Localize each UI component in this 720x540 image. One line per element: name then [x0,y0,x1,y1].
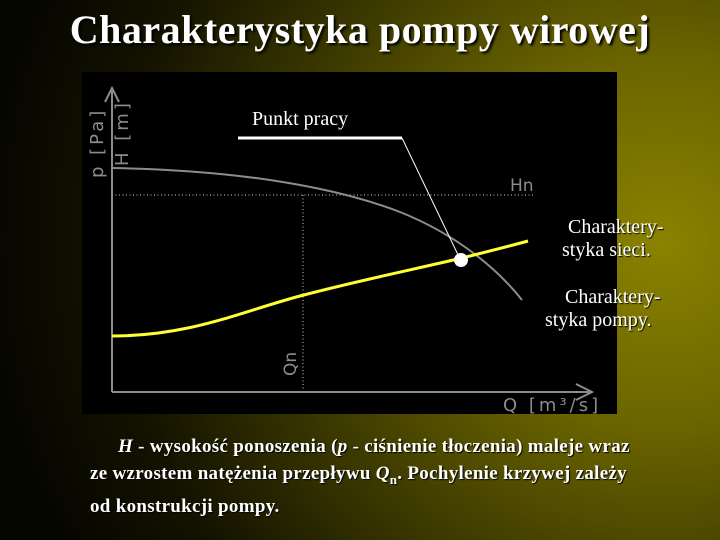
pump-curve-label [545,286,661,332]
hn-label: Hn [510,176,534,196]
caption-q-subscript: n [389,471,398,487]
operating-point-leader [402,138,460,259]
caption-h-symbol: H [118,436,134,457]
x-axis-label: Q [m³/s] [503,395,602,416]
caption-p-symbol: p [337,436,348,457]
pump-curve-label-line1: Charaktery- [565,286,661,308]
qn-label: Qn [281,351,301,376]
pump-curve [112,168,522,300]
operating-point-marker [454,253,468,267]
slide-title: Charakterystyka pompy wirowej [69,7,651,52]
y-axis-label-h: H [m] [112,100,133,166]
caption-part1: - wysokość ponoszenia ( [133,436,338,457]
y-axis-label-p: p [Pa] [87,107,108,178]
caption-q-symbol: Q [375,463,390,484]
network-curve-label-line2: styka sieci. [562,239,651,261]
caption-part3: . Pochylenie krzywej zależy od konstrukcji pompy. [90,463,627,517]
network-curve-label-line1: Charaktery- [568,216,664,238]
operating-point-label: Punkt pracy [252,108,349,130]
caption-text [90,433,650,520]
caption-part2: - ciśnienie tłoczenia) maleje wraz ze wzrostem natężenia przepływu [90,436,630,484]
network-curve-label [562,216,664,262]
pump-curve-label-line2: styka pompy. [545,309,652,331]
